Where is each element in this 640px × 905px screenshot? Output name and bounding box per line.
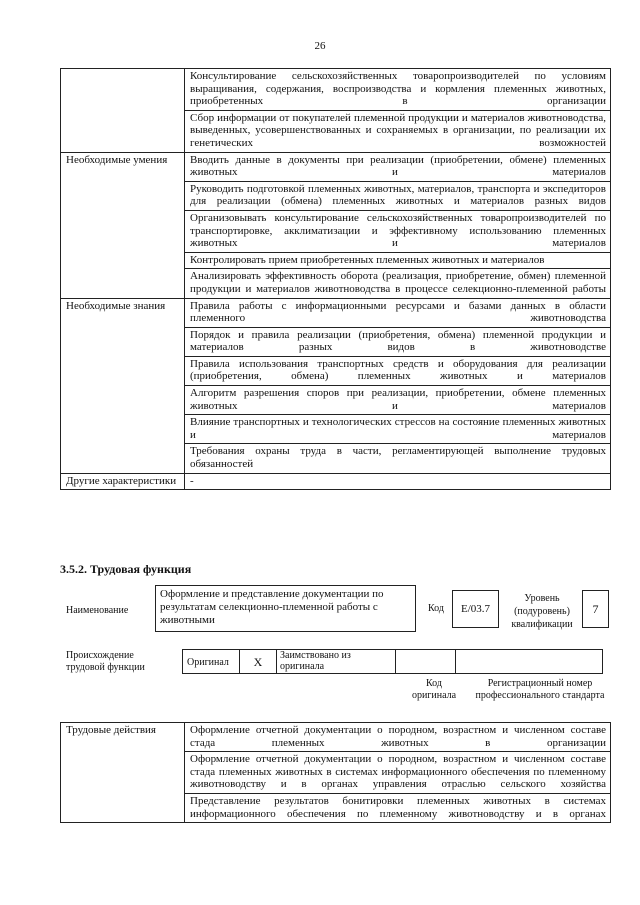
- labor-actions-label: Трудовые действия: [61, 723, 185, 823]
- code-original-cell: [395, 649, 456, 674]
- competency-table: [60, 68, 611, 490]
- row-text: Правила работы с информационными ресурсами и базами данных в области племенного животноводства: [185, 298, 611, 327]
- table-row: [61, 723, 611, 752]
- skills-label: Необходимые умения: [61, 152, 185, 298]
- borrowed-label: Заимствовано из оригинала: [276, 649, 396, 674]
- table-row: [61, 473, 611, 490]
- table-row: [61, 69, 611, 111]
- labor-actions-table: [60, 722, 611, 823]
- row-text: Консультирование сельскохозяйственных товаропроизводителей по условиям выращивания, содержания, воспроизводства и кормления племенных животных, приобретенных в организации: [185, 69, 611, 111]
- row-text: Оформление отчетной документации о породном, возрастном и численном составе стада племенных животных в системах информационного обеспечения по племенному животноводству и в органах управления отраслью сельского хозяйства: [185, 752, 611, 794]
- row-text: Оформление отчетной документации о породном, возрастном и численном составе стада племенных животных в организации: [185, 723, 611, 752]
- section-heading: 3.5.2. Трудовая функция: [60, 562, 192, 576]
- code-box: E/03.7: [452, 590, 499, 628]
- row-text: -: [185, 473, 611, 490]
- row-text: Алгоритм разрешения споров при реализации, приобретении, обмене племенных животных и материалов: [185, 386, 611, 415]
- reg-number-label: Регистрационный номер профессионального стандарта: [475, 678, 605, 701]
- row-text: Контролировать прием приобретенных племенных животных и материалов: [185, 252, 611, 269]
- row-text: Организовывать консультирование сельскохозяйственных товаропроизводителей по транспортировке, акклиматизации и эффективному использованию племенных животных и материалов: [185, 210, 611, 252]
- row-label: [61, 69, 185, 153]
- row-text: Руководить подготовкой племенных животных, материалов, транспорта и экспедиторов для реализации (обмена) племенных животных и материалов разных видов: [185, 181, 611, 210]
- row-text: Правила использования транспортных средств и оборудования для реализации (приобретения, обмена) племенных животных и материалов: [185, 356, 611, 385]
- row-text: Порядок и правила реализации (приобретения, обмена) племенной продукции и материалов разных видов в животноводстве: [185, 327, 611, 356]
- row-text: Требования охраны труда в части, регламентирующей выполнение трудовых обязанностей: [185, 444, 611, 473]
- name-label: Наименование: [66, 605, 129, 616]
- row-text: Анализировать эффективность оборота (реализация, приобретение, обмен) племенной продукции и материалов животноводства в процессе селекционно-племенной работы: [185, 269, 611, 298]
- page-number: 26: [314, 40, 326, 52]
- other-label: Другие характеристики: [61, 473, 185, 490]
- original-label: Оригинал: [182, 649, 240, 674]
- knowledge-label: Необходимые знания: [61, 298, 185, 473]
- row-text: Влияние транспортных и технологических стрессов на состояние племенных животных и материалов: [185, 415, 611, 444]
- row-text: Представление результатов бонитировки племенных животных в системах информационного обеспечения по племенному животноводству и в органах: [185, 793, 611, 822]
- original-mark: X: [239, 649, 277, 674]
- code-original-label: Код оригинала: [411, 678, 457, 701]
- table-row: [61, 152, 611, 181]
- level-label: Уровень (подуровень) квалификации: [511, 593, 573, 630]
- level-box: 7: [582, 590, 609, 628]
- row-text: Сбор информации от покупателей племенной продукции и материалов животноводства, выведенных, усовершенствованных и сохраняемых в организации, по реализации их генетических возможностей: [185, 110, 611, 152]
- row-text: Вводить данные в документы при реализации (приобретении, обмене) племенных животных и материалов: [185, 152, 611, 181]
- reg-number-cell: [455, 649, 603, 674]
- code-label: Код: [428, 603, 444, 614]
- table-row: [61, 298, 611, 327]
- function-name-box: Оформление и представление документации по результатам селекционно-племенной работы с животными: [155, 585, 416, 632]
- origin-row: [183, 649, 603, 674]
- origin-label: Происхождение трудовой функции: [66, 650, 145, 673]
